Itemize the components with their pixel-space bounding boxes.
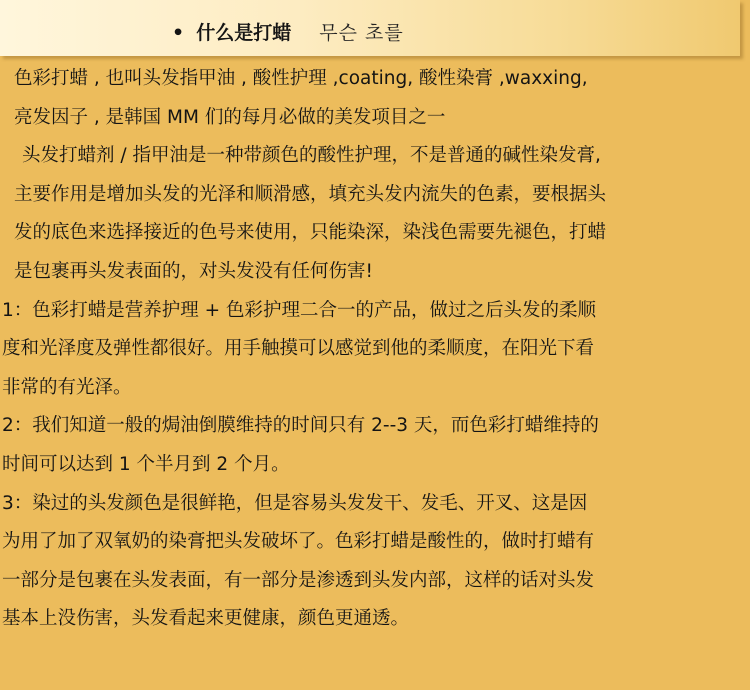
title-bullet: • (172, 22, 185, 44)
point-2-line: 时间可以达到 1 个半月到 2 个月。 (2, 453, 290, 475)
point-1-line: 度和光泽度及弹性都很好。用手触摸可以感觉到他的柔顺度，在阳光下看 (2, 338, 595, 360)
page-title (172, 18, 404, 45)
point-3-line: 3：染过的头发颜色是很鲜艳，但是容易头发发干、发毛、开叉、这是因 (2, 492, 588, 514)
point-3-line: 一部分是包裹在头发表面，有一部分是渗透到头发内部，这样的话对头发 (2, 569, 595, 591)
intro-line: 亮发因子 , 是韩国 MM 们的每月必做的美发项目之一 (14, 106, 446, 128)
title-korean: 무슨 초를 (319, 22, 404, 44)
point-1-line: 1：色彩打蜡是营养护理 + 色彩护理二合一的产品，做过之后头发的柔顺 (2, 299, 597, 321)
intro-line: 色彩打蜡 , 也叫头发指甲油 , 酸性护理 ,coating, 酸性染膏 ,waxxing, (14, 68, 588, 89)
point-1-line: 非常的有光泽。 (2, 376, 132, 398)
header-bar (0, 0, 740, 56)
point-2-line: 2：我们知道一般的焗油倒膜维持的时间只有 2--3 天，而色彩打蜡维持的 (2, 415, 599, 437)
description-line: 主要作用是增加头发的光泽和顺滑感，填充头发内流失的色素，要根据头 (14, 183, 607, 205)
point-3-line: 为用了加了双氧奶的染膏把头发破坏了。色彩打蜡是酸性的，做时打蜡有 (2, 531, 595, 553)
description-line: 发的底色来选择接近的色号来使用，只能染深，染浅色需要先褪色，打蜡 (14, 222, 607, 244)
description-line: 是包裹再头发表面的，对头发没有任何伤害! (14, 260, 373, 282)
article-body (0, 60, 748, 639)
description-line: 头发打蜡剂 / 指甲油是一种带颜色的酸性护理，不是普通的碱性染发膏, (22, 145, 601, 167)
point-3-line: 基本上没伤害，头发看起来更健康，颜色更通透。 (2, 608, 410, 630)
title-chinese: 什么是打蜡 (196, 22, 292, 44)
